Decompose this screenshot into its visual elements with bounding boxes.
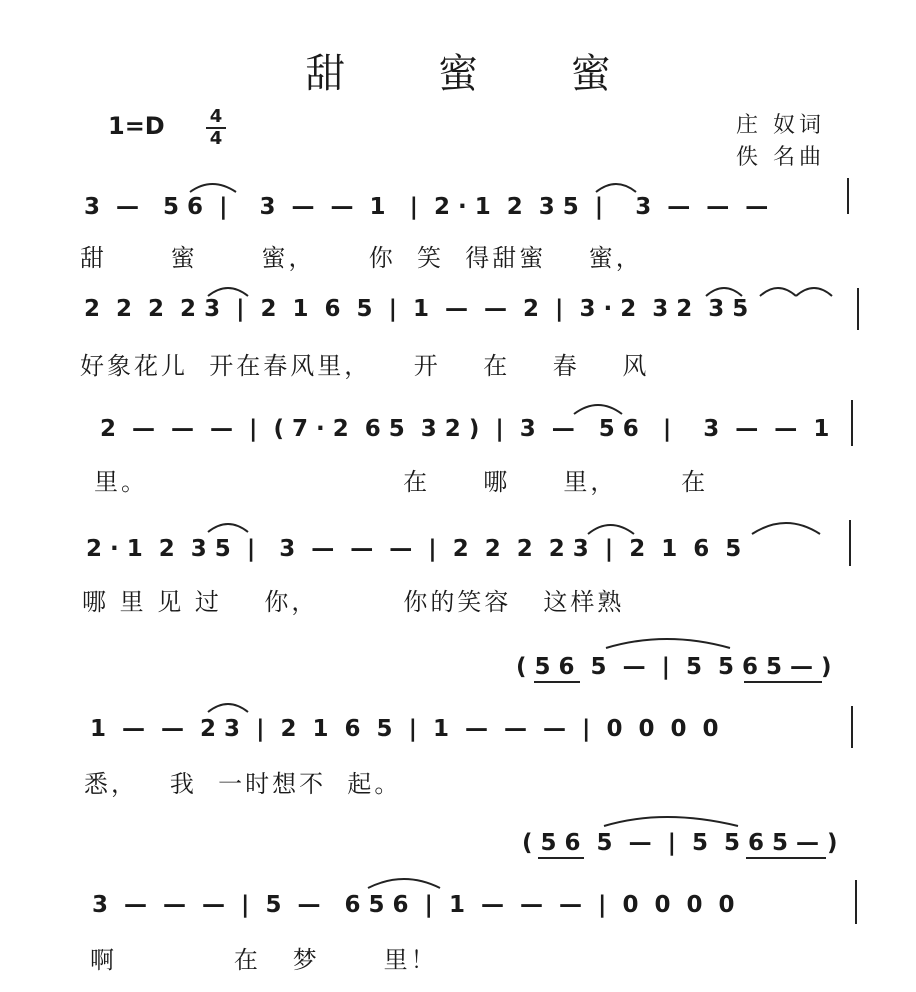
notes-line-2: 2 2 2 2 3 | 2 1 6 5 | 1 — — 2 | 3 · 2 3 2 3 5 — [84, 296, 749, 322]
lyrics-line-3: 里。 在 哪 里， 在 — [94, 468, 709, 496]
lyrics-line-1: 甜 蜜 蜜， 你 笑 得甜蜜 蜜， — [80, 244, 643, 272]
notes-line-4: 2 · 1 2 3 5 | 3 — — — | 2 2 2 2 3 | 2 1 6 5 — [86, 536, 742, 562]
time-signature-top: 4 — [209, 106, 223, 127]
time-signature-bottom: 4 — [209, 128, 223, 149]
slur — [706, 288, 742, 296]
slur — [208, 704, 248, 712]
interlude-2: ( 5 6 5 — | 5 5 6 5 — ) — [522, 830, 838, 856]
slur — [368, 879, 440, 888]
key-signature: 1=D — [108, 112, 165, 140]
lyrics-line-5: 悉， 我 一时想不 起。 — [84, 770, 402, 798]
lyrics-line-6: 啊 在 梦 里！ — [90, 946, 438, 974]
score-title: 甜 蜜 蜜 — [305, 51, 651, 97]
notes-line-6: 3 — — — | 5 — 6 5 6 | 1 — — — | 0 0 0 0 — [92, 892, 735, 918]
lyrics-line-4: 哪 里 见 过 你， 你的笑容 这样熟 — [82, 588, 625, 616]
slur — [796, 288, 832, 296]
slur — [208, 524, 248, 532]
slur — [606, 639, 730, 648]
notes-line-3: 2 — — — | ( 7 · 2 6 5 3 2 ) | 3 — 5 6 | 3 — — 1 — [100, 416, 830, 442]
slur — [208, 288, 248, 296]
slur — [190, 184, 236, 192]
slur — [752, 523, 820, 534]
slur — [760, 288, 796, 296]
slur — [604, 817, 738, 826]
slur — [574, 405, 622, 414]
interlude-1: ( 5 6 5 — | 5 5 6 5 — ) — [516, 654, 832, 680]
lyricist-credit: 庄 奴词 — [736, 113, 825, 138]
slur — [588, 525, 634, 534]
slur — [596, 184, 636, 192]
notes-line-1: 3 — 5 6 | 3 — — 1 | 2 · 1 2 3 5 | 3 — — — — [84, 194, 769, 220]
lyrics-line-2: 好象花儿 开在春风里， 开 在 春 风 — [80, 352, 650, 380]
notes-line-5: 1 — — 2 3 | 2 1 6 5 | 1 — — — | 0 0 0 0 — [90, 716, 719, 742]
composer-credit: 佚 名曲 — [736, 145, 825, 170]
